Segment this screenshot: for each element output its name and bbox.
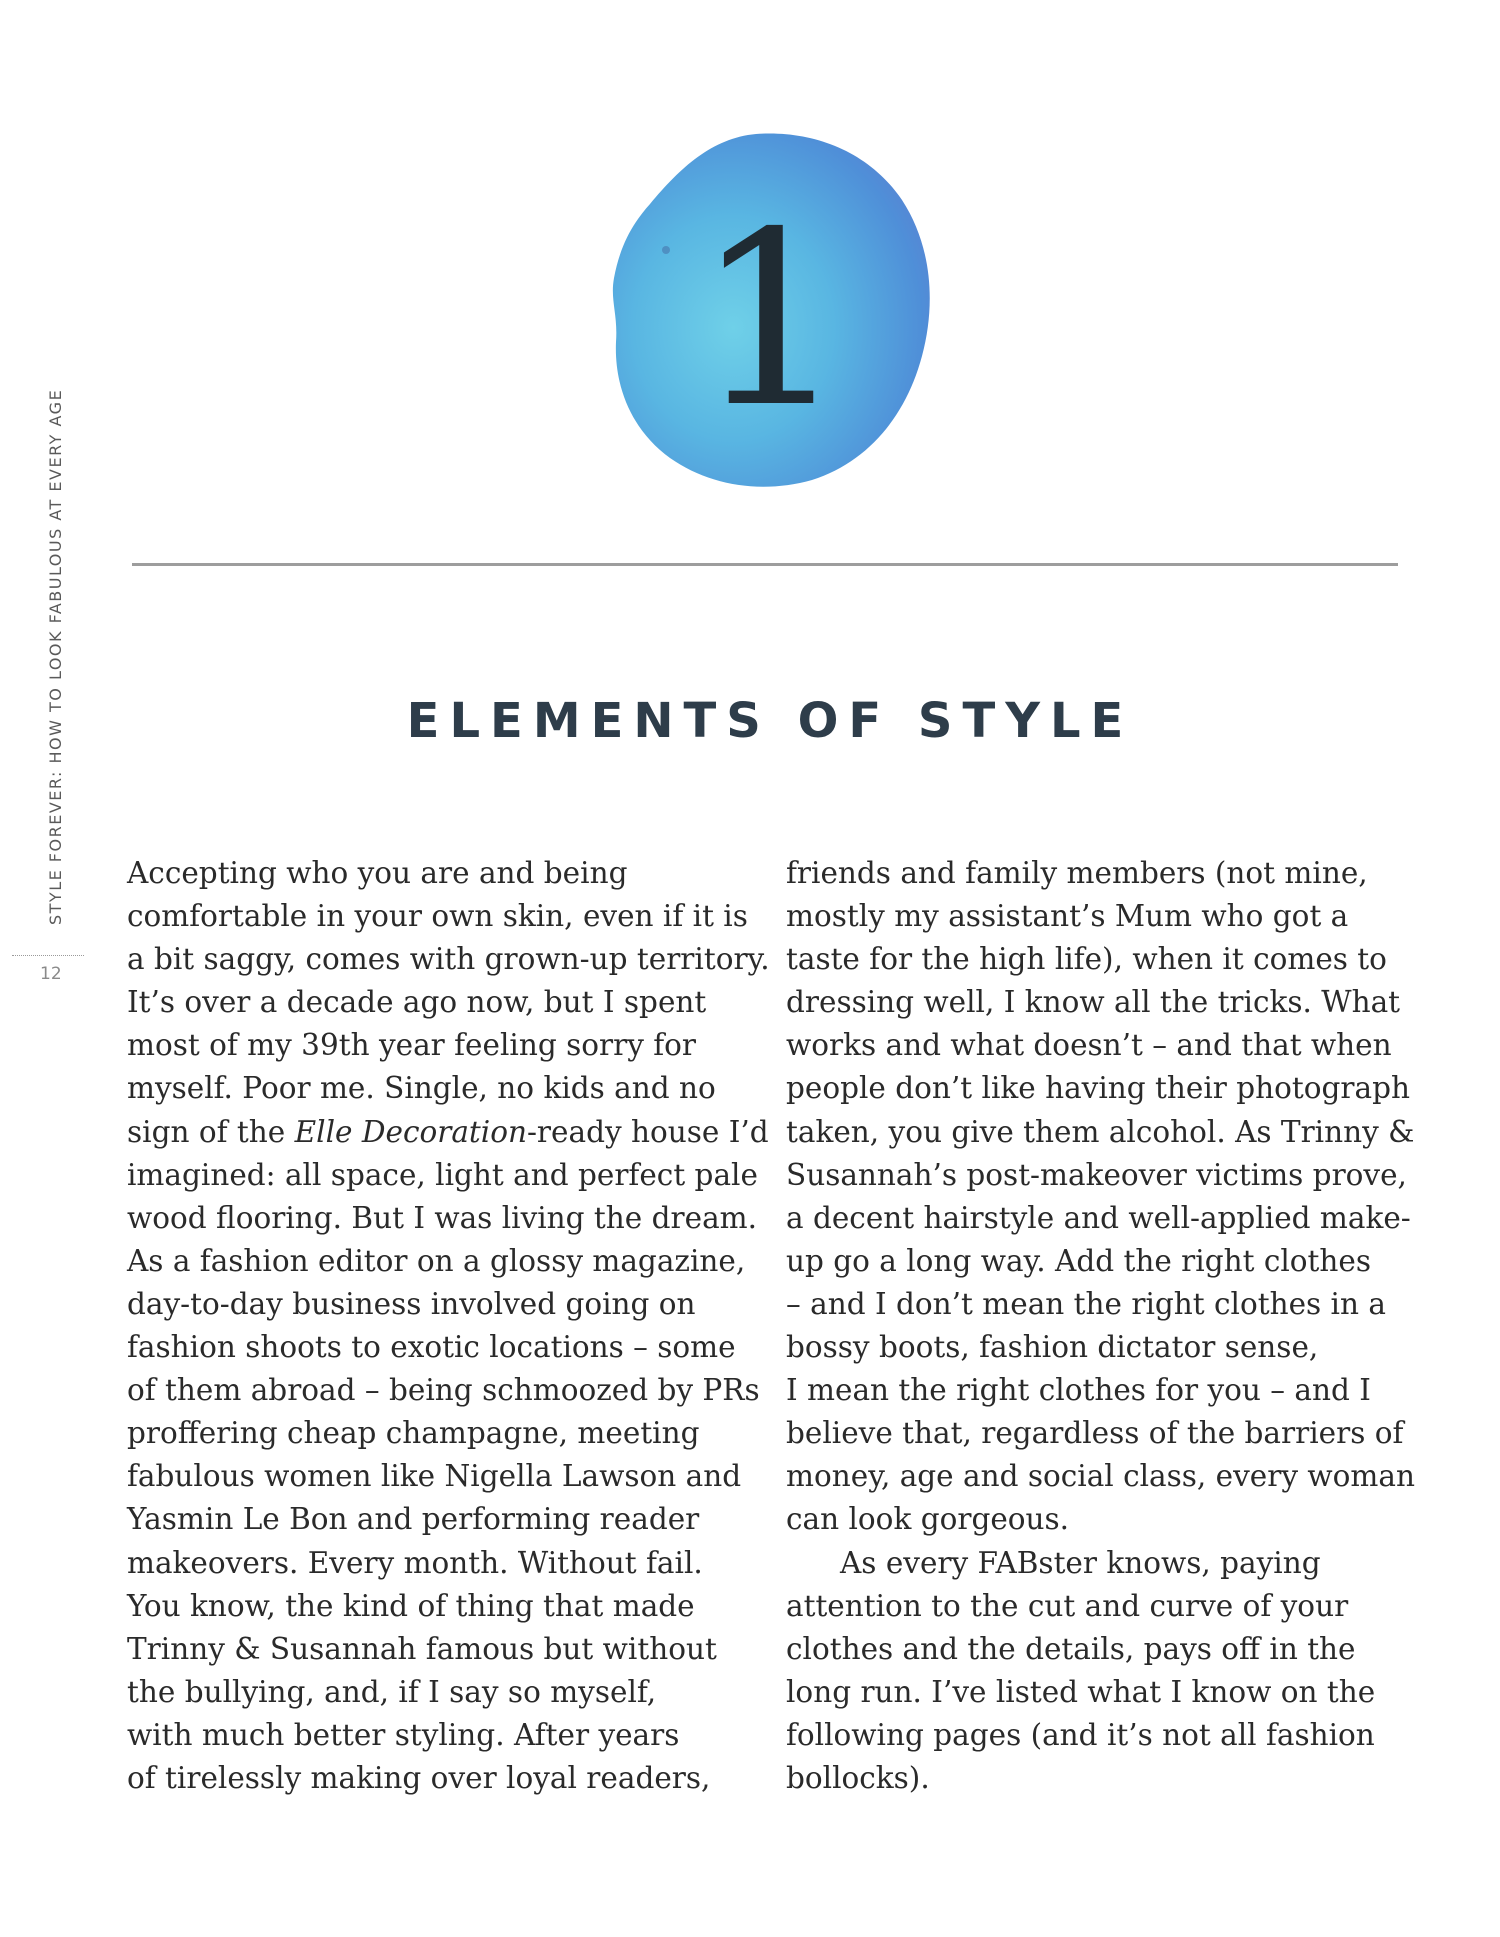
text-line: following pages (and it’s not all fashion: [786, 1717, 1375, 1752]
text-line: – and I don’t mean the right clothes in a: [786, 1286, 1386, 1321]
text-line: Susannah’s post-makeover victims prove,: [786, 1157, 1407, 1192]
text-line: taken, you give them alcohol. As Trinny &: [786, 1114, 1415, 1149]
text-fragment: sign of the: [127, 1114, 295, 1149]
text-line: a decent hairstyle and well-applied make-: [786, 1200, 1411, 1235]
body-column-left: [127, 852, 770, 1800]
text-line: makeovers. Every month. Without fail.: [127, 1545, 703, 1580]
chapter-badge: [606, 128, 936, 493]
text-line: I mean the right clothes for you – and I: [786, 1373, 1371, 1408]
text-line: can look gorgeous.: [786, 1502, 1070, 1537]
text-line: bollocks).: [786, 1760, 930, 1795]
page-number: 12: [40, 964, 62, 984]
text-line: works and what doesn’t – and that when: [786, 1028, 1392, 1063]
text-line: proffering cheap champagne, meeting: [127, 1416, 700, 1451]
text-line: people don’t like having their photograph: [786, 1071, 1410, 1106]
text-line: fabulous women like Nigella Lawson and: [127, 1459, 742, 1494]
text-line: mostly my assistant’s Mum who got a: [786, 899, 1349, 934]
text-line: taste for the high life), when it comes to: [786, 942, 1387, 977]
text-fragment: -ready house I’d: [526, 1114, 769, 1149]
text-line: You know, the kind of thing that made: [127, 1588, 695, 1623]
text-line: myself. Poor me. Single, no kids and no: [127, 1071, 716, 1106]
text-line: bossy boots, fashion dictator sense,: [786, 1330, 1319, 1365]
text-line: [127, 1111, 767, 1154]
section-divider: [132, 563, 1398, 566]
text-line: up go a long way. Add the right clothes: [786, 1243, 1372, 1278]
text-line: the bullying, and, if I say so myself,: [127, 1674, 657, 1709]
text-line: As every FABster knows, paying: [840, 1545, 1321, 1580]
text-line: comfortable in your own skin, even if it is: [127, 899, 748, 934]
paragraph: [786, 852, 1415, 1542]
magazine-title: Elle Decoration: [294, 1114, 527, 1149]
paragraph: [127, 852, 770, 1800]
text-line: a bit saggy, comes with grown-up territory.: [127, 942, 770, 977]
text-line: friends and family members (not mine,: [786, 856, 1368, 890]
text-line: fashion shoots to exotic locations – some: [127, 1330, 736, 1365]
text-line: day-to-day business involved going on: [127, 1286, 696, 1321]
text-line: It’s over a decade ago now, but I spent: [127, 985, 707, 1020]
text-line: with much better styling. After years: [127, 1717, 680, 1752]
text-line: Trinny & Susannah famous but without: [127, 1631, 717, 1666]
text-line: of them abroad – being schmoozed by PRs: [127, 1373, 760, 1408]
body-column-right: [786, 852, 1415, 1800]
text-line: imagined: all space, light and perfect pale: [127, 1157, 758, 1192]
text-line: wood flooring. But I was living the dream.: [127, 1200, 758, 1235]
text-line: money, age and social class, every woman: [786, 1459, 1415, 1494]
text-line: dressing well, I know all the tricks. What: [786, 985, 1401, 1020]
text-line: As a fashion editor on a glossy magazine,: [127, 1243, 746, 1278]
text-line: most of my 39th year feeling sorry for: [127, 1028, 697, 1063]
paragraph: [786, 1542, 1406, 1801]
text-line: attention to the cut and curve of your: [786, 1588, 1349, 1623]
text-line: Yasmin Le Bon and performing reader: [127, 1502, 700, 1537]
chapter-number: 1: [694, 180, 848, 460]
folio-rule: [12, 955, 84, 956]
text-line: believe that, regardless of the barriers of: [786, 1416, 1404, 1451]
text-line: Accepting who you are and being: [127, 856, 628, 890]
text-line: long run. I’ve listed what I know on the: [786, 1674, 1376, 1709]
chapter-title: ELEMENTS OF STYLE: [406, 693, 1134, 749]
running-head: STYLE FOREVER: HOW TO LOOK FABULOUS AT EVERY AGE: [46, 388, 65, 925]
text-line: clothes and the details, pays off in the: [786, 1631, 1356, 1666]
text-line: of tirelessly making over loyal readers,: [127, 1760, 711, 1795]
